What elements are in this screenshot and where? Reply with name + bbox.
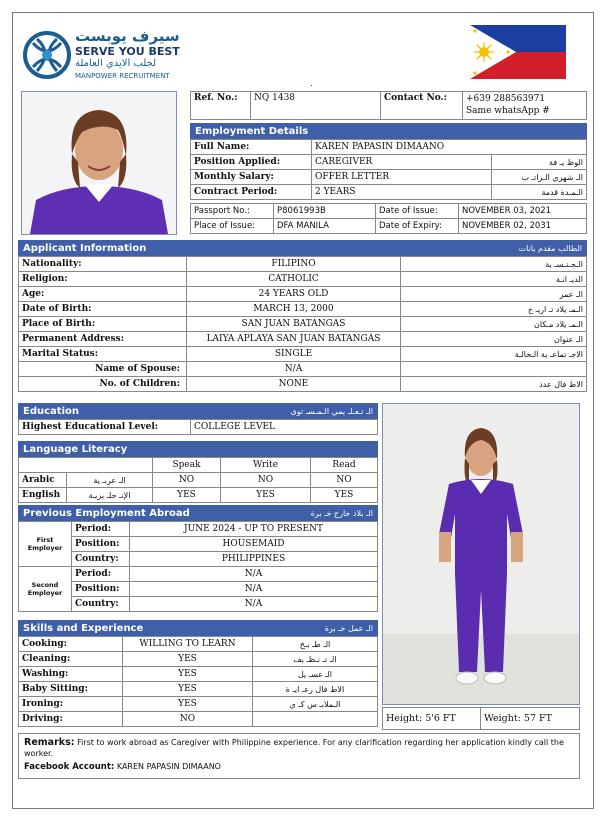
previous-title: Previous Employment Abroad <box>23 507 190 519</box>
brand-tagline-en: MANPOWER RECRUITMENT <box>75 72 170 80</box>
skill-row <box>19 682 378 697</box>
applicant-label-ar: الاجـ تماعـ ية الـحالـة <box>401 347 587 362</box>
applicant-label: Date of Birth: <box>19 302 187 317</box>
employment-row <box>191 170 587 185</box>
employment-title: Employment Details <box>195 125 309 137</box>
applicant-label: Nationality: <box>19 257 187 272</box>
employment-section <box>190 123 587 234</box>
employment-table <box>190 139 587 200</box>
remarks-label: Remarks: <box>24 737 75 748</box>
language-label: English <box>19 488 67 503</box>
previous-row <box>19 537 378 552</box>
applicant-label: Place of Birth: <box>19 317 187 332</box>
education-title: Education <box>23 405 79 417</box>
previous-table <box>18 521 378 612</box>
applicant-label-ar: الـ عنوان <box>401 332 587 347</box>
skill-label-ar: الـ طـ بـخ <box>253 637 378 652</box>
contact-cell <box>463 92 587 120</box>
skill-label: Cleaning: <box>19 652 123 667</box>
portrait-image <box>22 92 176 234</box>
skill-value: YES <box>123 697 253 712</box>
previous-value: PHILIPPINES <box>130 552 378 567</box>
previous-section <box>18 505 378 612</box>
weight-cell <box>481 708 580 730</box>
applicant-label-ar: الـمـ يلاد تـ اريـ خ <box>401 302 587 317</box>
skill-label-ar: الـملابـ س كـ ي <box>253 697 378 712</box>
measures-table <box>382 707 580 730</box>
language-header-row <box>19 458 378 473</box>
applicant-title: Applicant Information <box>23 242 147 254</box>
employment-value: CAREGIVER <box>312 155 492 170</box>
height-label: Height: <box>386 713 423 724</box>
previous-row <box>19 567 378 582</box>
previous-value: HOUSEMAID <box>130 537 378 552</box>
skill-value: YES <box>123 682 253 697</box>
passport-table <box>190 203 587 234</box>
skill-value: YES <box>123 652 253 667</box>
skill-label: Driving: <box>19 712 123 727</box>
applicant-label: Marital Status: <box>19 347 187 362</box>
skills-table <box>18 636 378 727</box>
language-value: NO <box>311 473 378 488</box>
education-title-ar: الـ تـعـلـ يمي الـمـسـ توى <box>290 406 373 416</box>
language-value: YES <box>153 488 221 503</box>
skill-label: Cooking: <box>19 637 123 652</box>
previous-row <box>19 552 378 567</box>
language-col-header: Read <box>311 458 378 473</box>
employment-label-ar: الـمـدة قدمة <box>492 185 587 200</box>
logo-knot-icon <box>23 29 71 81</box>
previous-title-ar: الـ بلاد خارج خـ برة <box>310 508 373 518</box>
applicant-label: Religion: <box>19 272 187 287</box>
previous-label: Country: <box>72 552 130 567</box>
skill-label-ar: الـ غسـ يل <box>253 667 378 682</box>
remarks-line <box>24 737 574 759</box>
skills-section <box>18 620 378 727</box>
applicant-value: NONE <box>187 377 401 392</box>
education-value: COLLEGE LEVEL <box>191 420 378 435</box>
applicant-value: 24 YEARS OLD <box>187 287 401 302</box>
applicant-label-ar: الديـ انـة <box>401 272 587 287</box>
skill-label-ar: الاط فال رعـ ايـ ة <box>253 682 378 697</box>
issue-date-label: Date of Issue: <box>376 204 459 219</box>
applicant-label-ar: الاط فال عدد <box>401 377 587 392</box>
ref-contact-table <box>190 91 587 120</box>
employment-label: Monthly Salary: <box>191 170 312 185</box>
applicant-row <box>19 332 587 347</box>
previous-row <box>19 597 378 612</box>
language-label-ar: الـ عربـ ية <box>67 473 153 488</box>
brand-tagline-ar: لجلب الايدي العاملة <box>75 58 157 69</box>
applicant-label: Age: <box>19 287 187 302</box>
employer-label: First Employer <box>19 522 72 567</box>
passport-label: Passport No.: <box>191 204 274 219</box>
employment-value: KAREN PAPASIN DIMAANO <box>312 140 587 155</box>
remarks-text: First to work abroad as Caregiver with Philippine experience. For any clarification regarding her application kindly call the worker. <box>24 738 564 758</box>
employment-value: OFFER LETTER <box>312 170 492 185</box>
employment-header <box>190 123 587 139</box>
applicant-row <box>19 287 587 302</box>
skill-label-ar: الـ تـ نـظـ يف <box>253 652 378 667</box>
company-logo <box>23 27 183 83</box>
philippines-flag-icon <box>470 25 566 79</box>
applicant-photo <box>21 91 177 235</box>
weight-value: 57 FT <box>523 713 552 724</box>
ref-label: Ref. No.: <box>191 92 251 120</box>
employment-label: Position Applied: <box>191 155 312 170</box>
applicant-title-ar: الطالب مقدم يانات <box>518 243 582 253</box>
previous-label: Country: <box>72 597 130 612</box>
employment-label: Full Name: <box>191 140 312 155</box>
skill-row <box>19 637 378 652</box>
applicant-row <box>19 302 587 317</box>
applicant-section <box>18 240 587 392</box>
employment-label: Contract Period: <box>191 185 312 200</box>
previous-value: N/A <box>130 567 378 582</box>
employment-label-ar: الوظ يـ فة <box>492 155 587 170</box>
contact-value: +639 288563971 <box>466 94 546 104</box>
employment-row <box>191 155 587 170</box>
applicant-row <box>19 347 587 362</box>
applicant-row <box>19 377 587 392</box>
applicant-row <box>19 317 587 332</box>
skill-label-ar <box>253 712 378 727</box>
language-row <box>19 488 378 503</box>
skill-value: WILLING TO LEARN <box>123 637 253 652</box>
place-issue-label: Place of Issue: <box>191 219 274 234</box>
previous-label: Period: <box>72 567 130 582</box>
language-blank <box>19 458 153 473</box>
contact-label: Contact No.: <box>381 92 463 120</box>
education-table <box>18 419 378 435</box>
applicant-row <box>19 362 587 377</box>
skills-title: Skills and Experience <box>23 622 144 634</box>
height-value: 5'6 FT <box>425 713 456 724</box>
applicant-value: SINGLE <box>187 347 401 362</box>
brand-name-en: SERVE YOU BEST <box>75 45 180 58</box>
employer-label: Second Employer <box>19 567 72 612</box>
facebook-line <box>24 761 574 773</box>
passport-value: P8061993B <box>274 204 376 219</box>
expiry-label: Date of Expiry: <box>376 219 459 234</box>
applicant-value: SAN JUAN BATANGAS <box>187 317 401 332</box>
previous-header <box>18 505 378 521</box>
applicant-header <box>18 240 587 256</box>
employment-value: 2 YEARS <box>312 185 492 200</box>
applicant-label: No. of Children: <box>19 377 187 392</box>
skill-value: NO <box>123 712 253 727</box>
applicant-label: Name of Spouse: <box>19 362 187 377</box>
applicant-value: MARCH 13, 2000 <box>187 302 401 317</box>
skill-row <box>19 712 378 727</box>
skills-title-ar: الـ عمل خـ برة <box>324 623 373 633</box>
applicant-value: FILIPINO <box>187 257 401 272</box>
applicant-value: CATHOLIC <box>187 272 401 287</box>
fullbody-photo <box>382 403 580 705</box>
fullbody-image <box>383 404 579 704</box>
issue-date-value: NOVEMBER 03, 2021 <box>459 204 587 219</box>
applicant-label: Permanent Address: <box>19 332 187 347</box>
contact-note: Same whatsApp # <box>466 106 550 116</box>
language-row <box>19 473 378 488</box>
language-value: NO <box>153 473 221 488</box>
education-section <box>18 403 378 435</box>
remarks-box <box>18 733 580 779</box>
language-header <box>18 441 378 457</box>
skill-value: YES <box>123 667 253 682</box>
applicant-row <box>19 272 587 287</box>
language-value: YES <box>311 488 378 503</box>
skill-label: Washing: <box>19 667 123 682</box>
applicant-table <box>18 256 587 392</box>
language-section <box>18 441 378 503</box>
previous-row <box>19 582 378 597</box>
facebook-value: KAREN PAPASIN DIMAANO <box>116 762 221 771</box>
employment-label-ar: الـ شهري الـراتـ ب <box>492 170 587 185</box>
applicant-label-ar: الـ عمر <box>401 287 587 302</box>
previous-value: JUNE 2024 - UP TO PRESENT <box>130 522 378 537</box>
brand-name-ar: سيرف يوبست <box>75 27 180 45</box>
language-value: YES <box>221 488 311 503</box>
applicant-label-ar: الـجـنـسـ ية <box>401 257 587 272</box>
expiry-value: NOVEMBER 02, 2031 <box>459 219 587 234</box>
top-dot: . <box>310 79 313 88</box>
language-col-header: Speak <box>153 458 221 473</box>
applicant-value: LAIYA APLAYA SAN JUAN BATANGAS <box>187 332 401 347</box>
ref-value: NQ 1438 <box>251 92 381 120</box>
education-header <box>18 403 378 419</box>
previous-label: Position: <box>72 582 130 597</box>
employment-row <box>191 185 587 200</box>
language-title: Language Literacy <box>23 443 128 455</box>
place-issue-value: DFA MANILA <box>274 219 376 234</box>
skill-row <box>19 652 378 667</box>
previous-value: N/A <box>130 597 378 612</box>
applicant-label-ar: الـمـ يلاد مـكان <box>401 317 587 332</box>
applicant-row <box>19 257 587 272</box>
language-label-ar: الإنـ جلـ يزيـة <box>67 488 153 503</box>
cv-page <box>12 12 594 809</box>
previous-row <box>19 522 378 537</box>
skill-row <box>19 697 378 712</box>
applicant-value: N/A <box>187 362 401 377</box>
previous-value: N/A <box>130 582 378 597</box>
language-col-header: Write <box>221 458 311 473</box>
employment-row <box>191 140 587 155</box>
language-label: Arabic <box>19 473 67 488</box>
language-value: NO <box>221 473 311 488</box>
skill-row <box>19 667 378 682</box>
previous-label: Period: <box>72 522 130 537</box>
weight-label: Weight: <box>484 713 521 724</box>
language-table <box>18 457 378 503</box>
skill-label: Ironing: <box>19 697 123 712</box>
skills-header <box>18 620 378 636</box>
previous-label: Position: <box>72 537 130 552</box>
height-cell <box>383 708 481 730</box>
skill-label: Baby Sitting: <box>19 682 123 697</box>
education-label: Highest Educational Level: <box>19 420 191 435</box>
applicant-label-ar <box>401 362 587 377</box>
facebook-label: Facebook Account: <box>24 762 115 772</box>
